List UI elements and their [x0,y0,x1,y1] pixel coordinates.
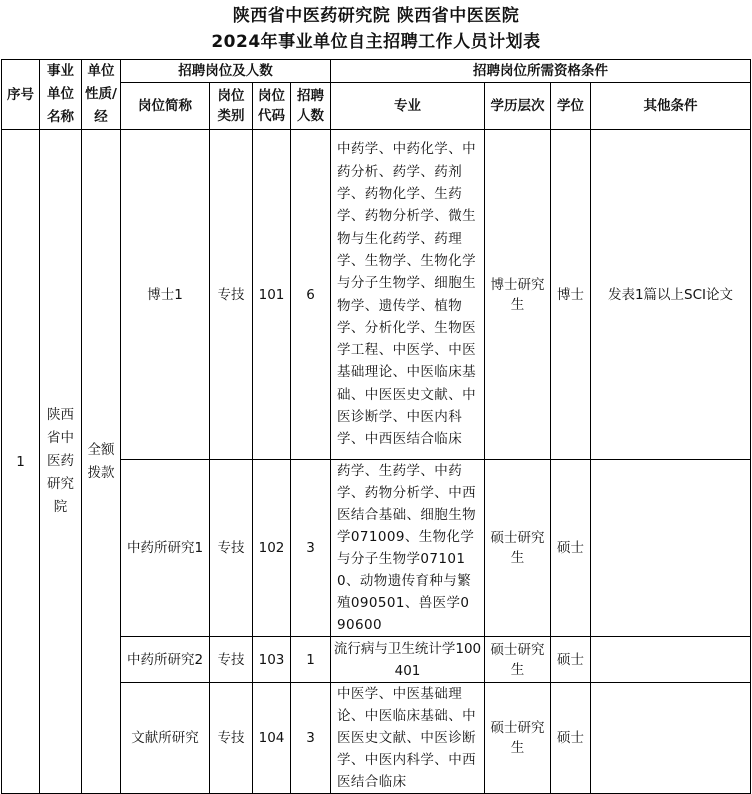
cell-other: 发表1篇以上SCI论文 [591,130,751,460]
cell-post-count: 3 [291,460,331,637]
cell-post-type: 专技 [210,683,253,794]
cell-major: 中医学、中医基础理论、中医临床基础、中医医史文献、中医诊断学、中医内科学、中西医结合临床 [331,683,485,794]
cell-post-type: 专技 [210,130,253,460]
header-unit-name: 事业单位名称 [40,60,82,130]
cell-post-name: 中药所研究2 [121,637,210,683]
header-degree: 学位 [551,83,591,130]
header-major: 专业 [331,83,485,130]
table-row [2,130,751,460]
cell-post-name: 博士1 [121,130,210,460]
cell-post-code: 102 [253,460,291,637]
header-post-name: 岗位简称 [121,83,210,130]
page-title: 陕西省中医药研究院 陕西省中医医院 [232,6,520,26]
cell-education: 硕士研究生 [485,637,551,683]
cell-post-code: 104 [253,683,291,794]
cell-unit-nature: 全额拨款 [82,130,121,794]
cell-post-count: 1 [291,637,331,683]
cell-post-code: 101 [253,130,291,460]
cell-post-type: 专技 [210,460,253,637]
header-education: 学历层次 [485,83,551,130]
cell-post-code: 103 [253,637,291,683]
header-unit-nature: 单位性质/经 [82,60,121,130]
cell-education: 硕士研究生 [485,460,551,637]
cell-post-count: 6 [291,130,331,460]
header-other: 其他条件 [591,83,751,130]
cell-education: 硕士研究生 [485,683,551,794]
cell-major: 流行病与卫生统计学100401 [331,637,485,683]
cell-post-type: 专技 [210,637,253,683]
cell-other [591,637,751,683]
header-group-positions: 招聘岗位及人数 [121,60,331,83]
header-post-type: 岗位类别 [210,83,253,130]
cell-other [591,460,751,637]
cell-degree: 硕士 [551,683,591,794]
recruitment-plan-table [1,59,751,794]
cell-seq: 1 [2,130,40,794]
cell-post-name: 中药所研究1 [121,460,210,637]
cell-education: 博士研究生 [485,130,551,460]
header-post-count: 招聘人数 [291,83,331,130]
page-subtitle: 2024年事业单位自主招聘工作人员计划表 [211,32,541,52]
cell-post-name: 文献所研究 [121,683,210,794]
cell-unit-name: 陕西省中医药研究院 [40,130,82,794]
header-group-requirements: 招聘岗位所需资格条件 [331,60,751,83]
cell-major: 药学、生药学、中药学、药物分析学、中西医结合基础、细胞生物学071009、生物化学与分子生物学071010、动物遗传育种与繁殖090501、兽医学090600 [331,460,485,637]
header-post-code: 岗位代码 [253,83,291,130]
header-seq: 序号 [2,60,40,130]
cell-post-count: 3 [291,683,331,794]
cell-degree: 硕士 [551,460,591,637]
cell-other [591,683,751,794]
cell-major: 中药学、中药化学、中药分析、药学、药剂学、药物化学、生药学、药物分析学、微生物与生化药学、药理学、生物学、生物化学与分子生物学、细胞生物学、遗传学、植物学、分析化学、生物医学工程、中医学、中医基础理论、中医临床基础、中医医史文献、中医诊断学、中医内科学、中西医结合临床 [331,130,485,460]
cell-degree: 博士 [551,130,591,460]
cell-degree: 硕士 [551,637,591,683]
